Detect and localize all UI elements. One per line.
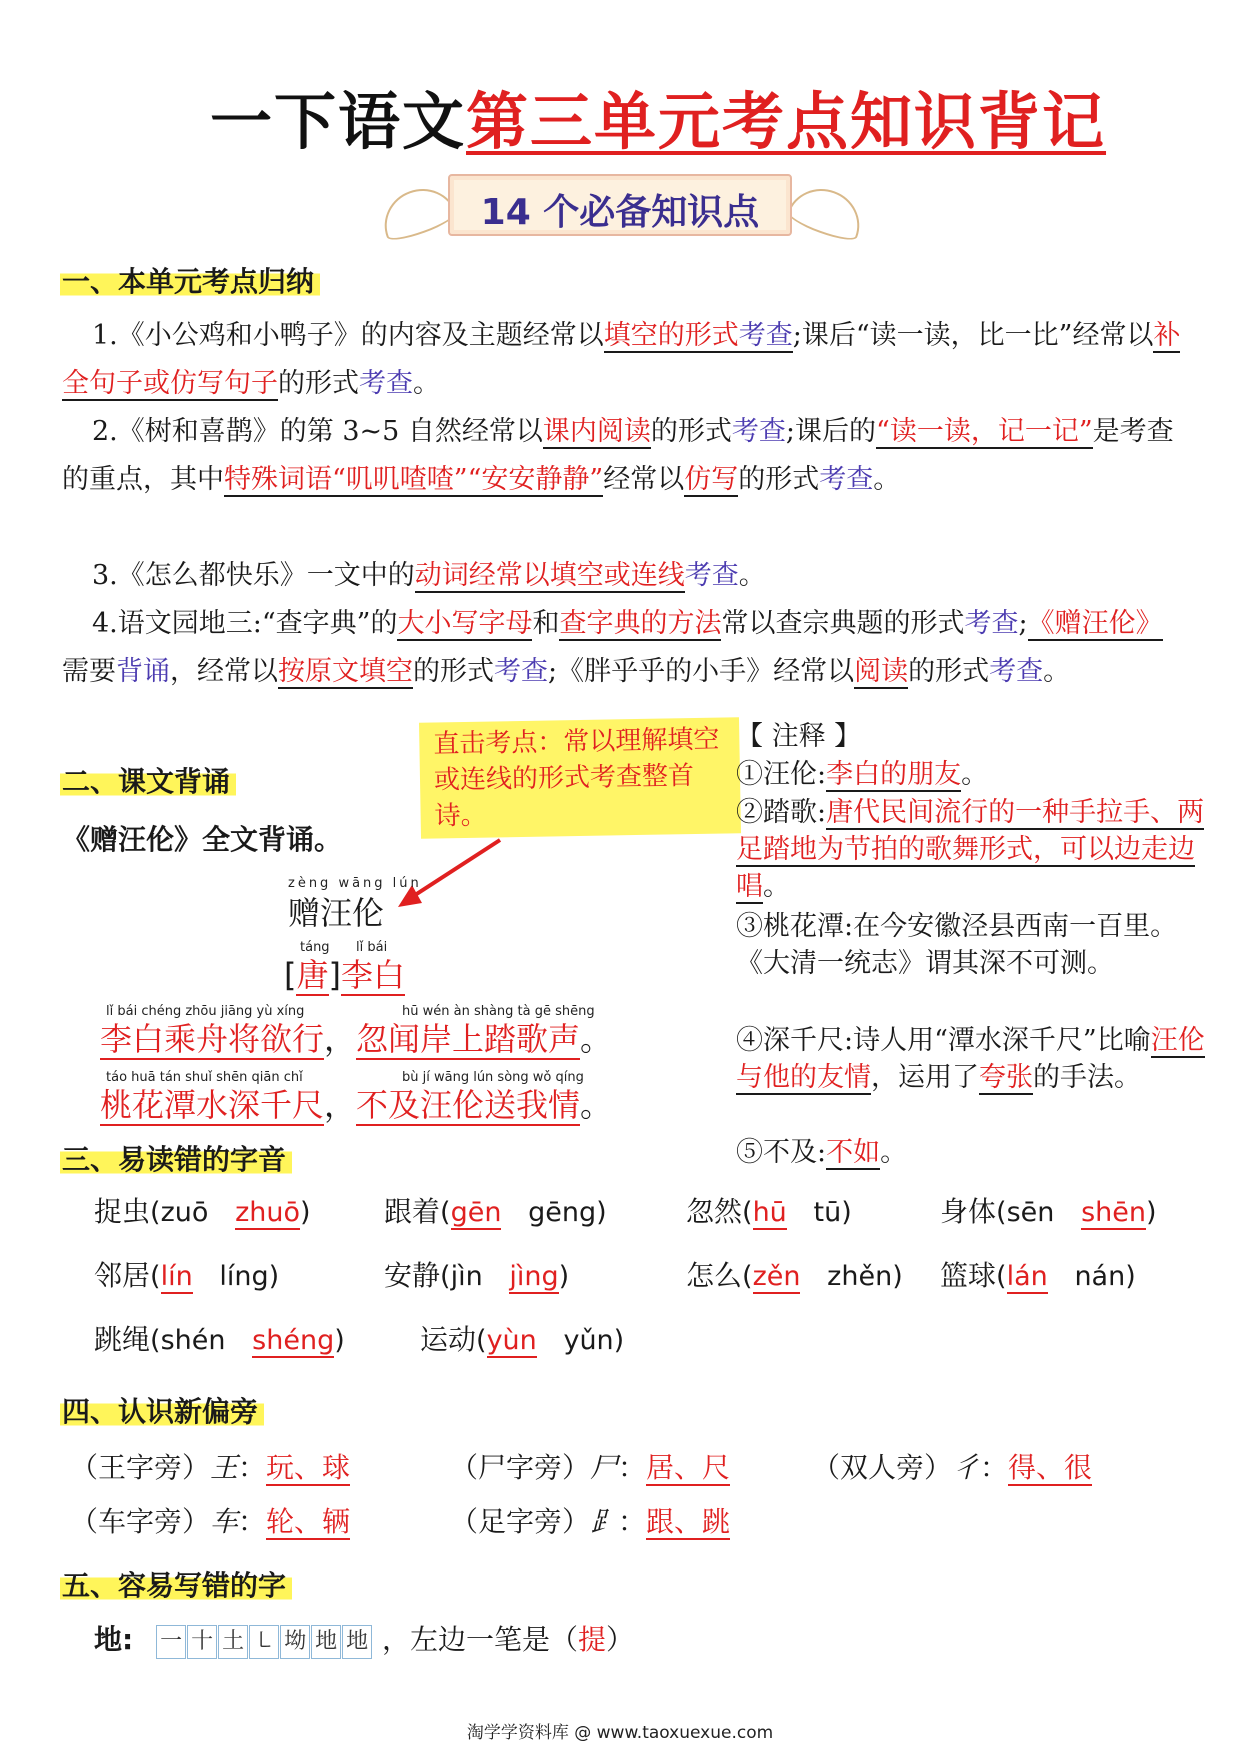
bracket: ] <box>328 956 341 994</box>
word: 身体 <box>940 1195 997 1228</box>
word: 邻居 <box>94 1259 151 1292</box>
correct-pinyin: yùn <box>486 1325 537 1356</box>
correct-pinyin: hū <box>752 1197 787 1228</box>
line1-pinyin-a: lǐ bái chéng zhōu jiāng yù xíng <box>106 1004 305 1019</box>
text: 的形式 <box>738 464 820 495</box>
text: 2.《树和喜鹊》的第 3~5 自然经常以 <box>92 416 543 447</box>
correct-pinyin: shēn <box>1081 1197 1146 1228</box>
text: ④深千尺:诗人用“潭水深千尺”比喻 <box>736 1025 1151 1056</box>
radical-name: （车字旁） <box>70 1505 211 1538</box>
answer: 提 <box>578 1623 607 1656</box>
pronunciation-item: 运动(yùn yǔn) <box>420 1323 625 1356</box>
radical: 尸 <box>590 1451 619 1484</box>
poem-title-pinyin: zèng wāng lún <box>288 876 422 891</box>
note-2 <box>736 794 1206 905</box>
keyword: 考查 <box>738 320 793 351</box>
correct-pinyin: lín <box>160 1261 193 1292</box>
pronunciation-item: 忽然(hū tū) <box>686 1195 852 1228</box>
correct-pinyin: zhuō <box>235 1197 300 1228</box>
radical-item: （双人旁）彳：得、很 <box>812 1451 1093 1484</box>
keyword: 考查 <box>819 464 874 495</box>
wrong-pinyin: nán <box>1074 1261 1126 1292</box>
text: ⑤不及: <box>736 1137 827 1168</box>
radical: 王 <box>210 1451 239 1484</box>
stroke-box: ㇄ <box>249 1625 279 1659</box>
text: 4.语文园地三:“查字典”的 <box>92 608 398 639</box>
section1-p3 <box>62 552 1182 600</box>
radical-name: （足字旁） <box>450 1505 591 1538</box>
radical: ⻊ <box>590 1505 619 1538</box>
text: 需要 <box>62 656 116 687</box>
wrong-pinyin: zhěn <box>827 1261 893 1292</box>
highlight: “读一读，记一记” <box>876 416 1093 447</box>
callout-box: 直击考点：常以理解填空或连线的形式考查整首诗。 <box>419 717 741 839</box>
text: 和 <box>532 608 560 639</box>
stroke-box: 地 <box>311 1625 341 1659</box>
highlight: 动词经常以填空或连线 <box>414 560 685 591</box>
highlight: 补全句子或仿写句子 <box>62 320 1181 399</box>
verse: 李白乘舟将欲行 <box>100 1020 325 1058</box>
text: 。 <box>880 1137 908 1168</box>
keyword: 考查 <box>964 608 1019 639</box>
stroke-box: 一 <box>156 1625 186 1659</box>
pronunciation-item: 篮球(lán nán) <box>940 1259 1136 1292</box>
section1-p1 <box>62 312 1182 408</box>
word: 篮球 <box>940 1259 997 1292</box>
example-chars: 居、尺 <box>646 1451 731 1484</box>
text: 。 <box>738 560 766 591</box>
poem-title: 赠汪伦 <box>288 894 385 932</box>
stroke-box: 土 <box>218 1625 248 1659</box>
leaf-left-icon <box>375 179 460 246</box>
stroke-order-row <box>94 1618 634 1659</box>
text: ，经常以 <box>170 656 278 687</box>
punct: 。 <box>580 1086 613 1124</box>
word: 捉虫 <box>94 1195 151 1228</box>
verse: 忽闻岸上踏歌声 <box>356 1020 581 1058</box>
pronunciation-item: 怎么(zěn zhěn) <box>686 1259 903 1292</box>
highlight: 夸张 <box>979 1062 1033 1093</box>
highlight: 唐代民间流行的一种手拉手、两足踏地为节拍的歌舞形式，可以边走边唱 <box>736 797 1205 902</box>
author-pinyin: lǐ bái <box>356 940 388 955</box>
punct: ， <box>324 1020 357 1058</box>
text: 3.《怎么都快乐》一文中的 <box>92 560 415 591</box>
wrong-pinyin: yǔn <box>563 1325 614 1356</box>
wrong-pinyin: líng <box>219 1261 269 1292</box>
pronunciation-item: 身体(sēn shēn) <box>940 1195 1157 1228</box>
banner-text: 14 个必备知识点 <box>480 192 760 233</box>
punct: 。 <box>580 1020 613 1058</box>
radical-name: （尸字旁） <box>450 1451 591 1484</box>
radical-item: （尸字旁）尸：居、尺 <box>450 1451 731 1484</box>
banner-box <box>448 174 792 236</box>
banner <box>380 160 860 255</box>
correct-pinyin: lán <box>1006 1261 1048 1292</box>
radical: 彳 <box>952 1451 981 1484</box>
verse: 不及汪伦送我情 <box>356 1086 581 1124</box>
footer: 淘学学资料库 @ www.taoxuexue.com <box>466 1723 774 1743</box>
poem-author <box>284 950 405 996</box>
text: 1.《小公鸡和小鸭子》的内容及主题经常以 <box>92 320 604 351</box>
word: 忽然 <box>686 1195 743 1228</box>
keyword: 背诵 <box>116 656 170 687</box>
pronunciation-item: 捉虫(zuō zhuō) <box>94 1195 311 1228</box>
wrong-pinyin: zuō <box>160 1197 209 1228</box>
note-4 <box>736 1022 1206 1096</box>
section5-heading: 五、容易写错的字 <box>60 1562 292 1606</box>
text: 的手法。 <box>1033 1062 1141 1093</box>
wrong-pinyin: sēn <box>1006 1197 1055 1228</box>
highlight: 大小写字母 <box>397 608 533 639</box>
text: 。 <box>961 759 989 790</box>
wrong-pinyin: tū <box>813 1197 842 1228</box>
pronunciation-item: 跟着(gēn gēng) <box>384 1195 607 1228</box>
wrong-pinyin: gēng <box>528 1197 597 1228</box>
author: 李白 <box>340 956 405 994</box>
stroke-boxes <box>156 1623 373 1656</box>
title-black: 一下语文 <box>210 85 467 158</box>
radical: 车 <box>210 1505 239 1538</box>
highlight: 查字典的方法 <box>559 608 722 639</box>
example-chars: 跟、跳 <box>646 1505 731 1538</box>
note-5 <box>736 1134 1206 1171</box>
highlight: 李白的朋友 <box>826 759 962 790</box>
correct-pinyin: shéng <box>252 1325 335 1356</box>
highlight: 《赠汪伦》 <box>1027 608 1163 639</box>
highlight: 填空的形式 <box>603 320 739 351</box>
punct: ， <box>324 1086 357 1124</box>
highlight: 不如 <box>826 1137 881 1168</box>
text: 的形式 <box>908 656 990 687</box>
bracket: [ <box>284 956 297 994</box>
section1-p2 <box>62 408 1182 504</box>
text: ;《胖乎乎的小手》经常以 <box>548 656 855 687</box>
example-chars: 轮、辆 <box>266 1505 351 1538</box>
text: ①汪伦: <box>736 759 827 790</box>
word: 运动 <box>420 1323 477 1356</box>
radical-item: （足字旁）⻊：跟、跳 <box>450 1505 731 1538</box>
correct-pinyin: jìng <box>509 1261 559 1292</box>
leaf-right-icon <box>785 179 870 246</box>
correct-pinyin: zěn <box>752 1261 801 1292</box>
radical-name: （双人旁） <box>812 1451 953 1484</box>
word: 跟着 <box>384 1195 441 1228</box>
title-red: 第三单元考点知识背记 <box>466 85 1107 158</box>
text: 。 <box>413 368 440 399</box>
keyword: 考查 <box>359 368 413 399</box>
pronunciation-item: 邻居(lín líng) <box>94 1259 280 1292</box>
text: 是考查的重点，其中 <box>62 416 1174 495</box>
section4-heading: 四、认识新偏旁 <box>60 1388 264 1432</box>
text: 。 <box>763 871 790 902</box>
text: ） <box>606 1623 635 1656</box>
word: 怎么 <box>686 1259 743 1292</box>
wrong-pinyin: jìn <box>450 1261 483 1292</box>
dynasty: 唐 <box>296 956 329 994</box>
text: 。 <box>1043 656 1071 687</box>
keyword: 考查 <box>731 416 786 447</box>
text: 的形式 <box>278 368 359 399</box>
stroke-box: 十 <box>187 1625 217 1659</box>
poem-instruction: 《赠汪伦》全文背诵。 <box>62 823 343 856</box>
highlight: 阅读 <box>854 656 909 687</box>
stroke-box: 坳 <box>280 1625 310 1659</box>
text: ; <box>1018 608 1028 639</box>
page-title <box>210 72 1106 161</box>
wrong-pinyin: shén <box>160 1325 226 1356</box>
word: 地: <box>94 1623 134 1656</box>
text: ;课后的 <box>785 416 877 447</box>
section1-p4 <box>62 600 1182 696</box>
verse: 桃花潭水深千尺 <box>100 1086 325 1124</box>
line1-pinyin-b: hū wén àn shàng tà gē shēng <box>402 1004 595 1019</box>
text: ;课后“读一读，比一比”经常以 <box>792 320 1154 351</box>
poem-line-1 <box>100 1014 612 1060</box>
keyword: 考查 <box>989 656 1044 687</box>
radical-item: （车字旁）车：轮、辆 <box>70 1505 351 1538</box>
text: ，左边一笔是（ <box>382 1623 579 1656</box>
pronunciation-item: 跳绳(shén shéng) <box>94 1323 345 1356</box>
line2-pinyin-a: táo huā tán shuǐ shēn qiān chǐ <box>106 1070 303 1085</box>
radical-item: （王字旁）王：玩、球 <box>70 1451 351 1484</box>
section1-heading: 一、本单元考点归纳 <box>60 258 320 302</box>
highlight: 课内阅读 <box>542 416 651 447</box>
example-chars: 得、很 <box>1008 1451 1093 1484</box>
stroke-box: 地 <box>342 1625 372 1659</box>
highlight: 特殊词语“叽叽喳喳”“安安静静” <box>224 464 604 495</box>
highlight: 汪伦与他的友情 <box>736 1025 1205 1093</box>
word: 跳绳 <box>94 1323 151 1356</box>
keyword: 考查 <box>684 560 739 591</box>
poem-line-2 <box>100 1080 612 1126</box>
radical-name: （王字旁） <box>70 1451 211 1484</box>
section2-heading: 二、课文背诵 <box>60 758 236 802</box>
example-chars: 玩、球 <box>266 1451 351 1484</box>
text: 经常以 <box>603 464 685 495</box>
text: 。 <box>873 464 901 495</box>
arrow-icon <box>390 835 510 915</box>
text: 常以查宗典题的形式 <box>721 608 965 639</box>
text: ②踏歌: <box>736 797 827 828</box>
text: 的形式 <box>650 416 732 447</box>
text: 的形式 <box>413 656 494 687</box>
word: 安静 <box>384 1259 441 1292</box>
dynasty-pinyin: táng <box>300 940 330 955</box>
notes-heading: 【 注释 】 <box>736 721 862 752</box>
line2-pinyin-b: bù jí wāng lún sòng wǒ qíng <box>402 1070 584 1085</box>
text: ，运用了 <box>871 1062 979 1093</box>
keyword: 考查 <box>494 656 548 687</box>
section3-heading: 三、易读错的字音 <box>60 1136 292 1180</box>
correct-pinyin: gēn <box>450 1197 502 1228</box>
note-3: ③桃花潭:在今安徽泾县西南一百里。《大清一统志》谓其深不可测。 <box>736 911 1178 979</box>
highlight: 仿写 <box>684 464 739 495</box>
pronunciation-item: 安静(jìn jìng) <box>384 1259 570 1292</box>
note-1 <box>736 756 1206 793</box>
highlight: 按原文填空 <box>278 656 413 687</box>
